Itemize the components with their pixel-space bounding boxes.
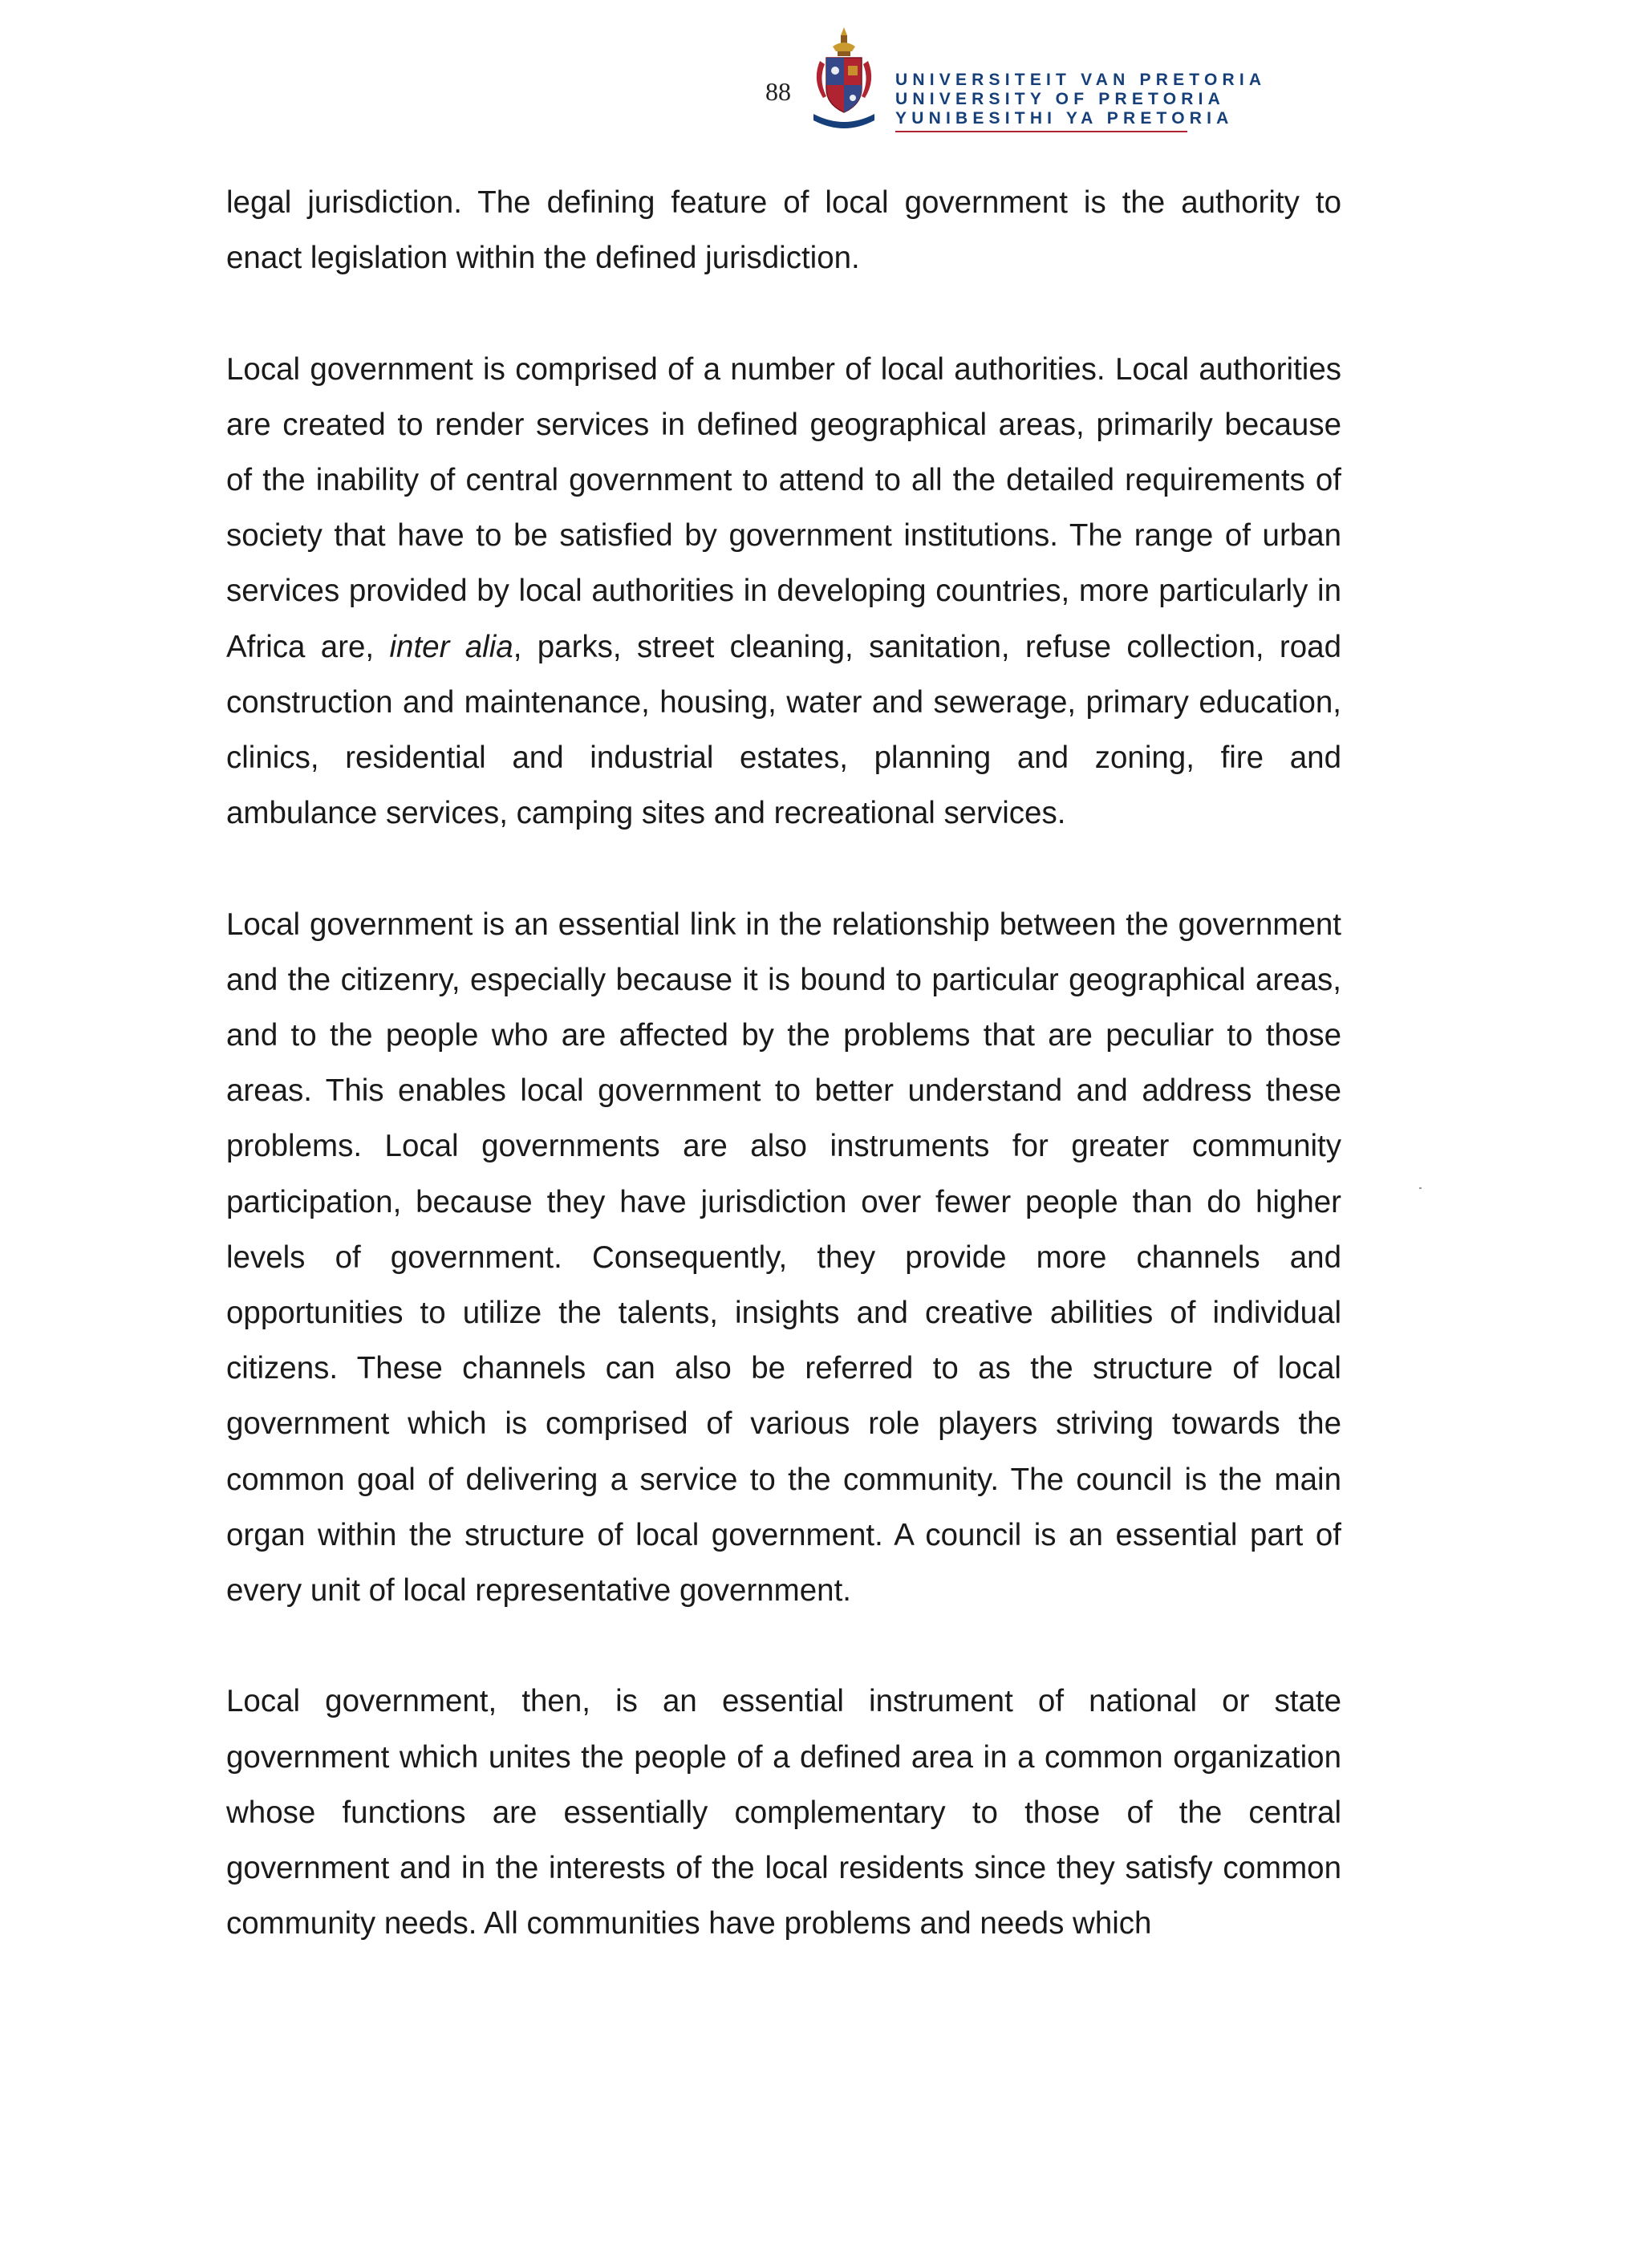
- document-body: [226, 175, 1341, 2007]
- scan-speck: [1419, 1187, 1422, 1189]
- italic-phrase: inter alia: [389, 629, 513, 664]
- university-crest-icon: [805, 24, 882, 136]
- page-header: [0, 0, 1643, 128]
- paragraph-text: Local government, then, is an essential instrument of national or state government which unites the people of a defined area in a common organization whose functions are essentially complementary to those of the central government and in the interests of the local residents since they satisfy common community needs. All communities have problems and needs which: [226, 1684, 1341, 1941]
- paragraph-text: Local government is comprised of a number of local authorities. Local authorities are created to render services in defined geographical areas, primarily because of the inability of central government to attend to all the detailed requirements of society that have to be satisfied by government institutions. The range of urban services provided by local authorities in developing countries, more particularly in Africa are,: [226, 351, 1341, 664]
- body-paragraph: [226, 897, 1341, 1619]
- body-paragraph: [226, 342, 1341, 842]
- body-paragraph: [226, 1674, 1341, 1951]
- paragraph-text: legal jurisdiction. The defining feature of local government is the authority to enact legislation within the defined jurisdiction.: [226, 185, 1341, 276]
- paragraph-text: , parks, street cleaning, sanitation, refuse collection, road construction and maintenance, housing, water and sewerage, primary education, clinics, residential and industrial estates, planning and zoning, fire and ambulance services, camping sites and recreational services.: [226, 629, 1341, 831]
- paragraph-text: Local government is an essential link in the relationship between the government and the citizenry, especially because it is bound to particular geographical areas, and to the people who are affected by the problems that are peculiar to those areas. This enables local government to better understand and address these problems. Local governments are also instruments for greater community participation, because they have jurisdiction over fewer people than do higher levels of government. Consequently, they provide more channels and opportunities to utilize the talents, insights and creative abilities of individual citizens. These channels can also be referred to as the structure of local government which is comprised of various role players striving towards the common goal of delivering a service to the community. The council is the main organ within the structure of local government. A council is an essential part of every unit of local representative government.: [226, 907, 1341, 1609]
- university-name-afrikaans: UNIVERSITEIT VAN PRETORIA: [895, 71, 1267, 89]
- university-name-sepedi: YUNIBESITHI YA PRETORIA: [895, 109, 1234, 128]
- university-names: [895, 71, 1266, 128]
- page-number: 88: [765, 77, 791, 106]
- body-paragraph: [226, 175, 1341, 286]
- university-name-english: UNIVERSITY OF PRETORIA: [895, 90, 1225, 108]
- header-rule: [895, 131, 1187, 132]
